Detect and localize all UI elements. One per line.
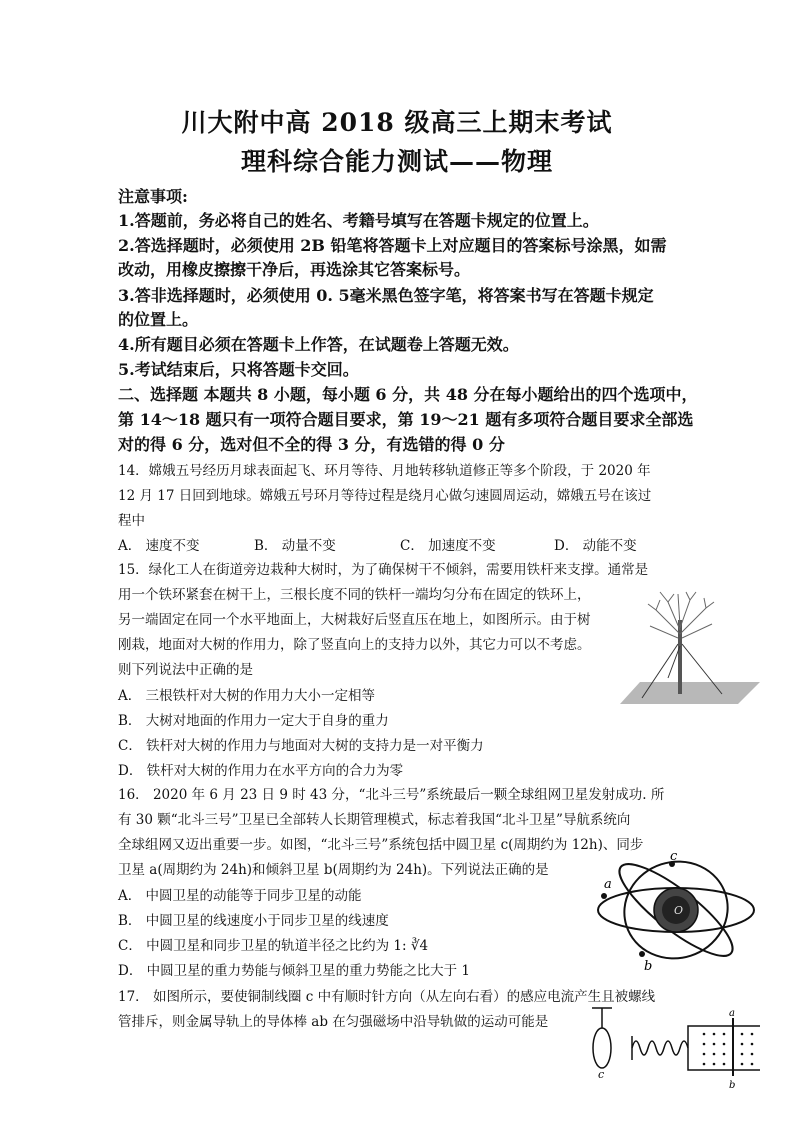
notice-item: 5.考试结束后，只将答题卡交回。 — [118, 360, 359, 379]
magnetic-field-dots — [703, 1033, 754, 1066]
exam-title: 川大附中高 2018 级高三上期末考试 — [181, 108, 613, 137]
notice-item: 4.所有题目必须在答题卡上作答，在试题卷上答题无效。 — [118, 335, 519, 354]
question-15-text: 用一个铁环紧套在树干上，三根长度不同的铁杆一端均匀分布在固定的铁环上， — [118, 587, 591, 603]
label-a: a — [729, 1008, 735, 1019]
notice-heading: 注意事项: — [118, 187, 188, 206]
label-c: c — [670, 850, 678, 864]
satellite-a-dot — [601, 893, 607, 899]
notice-item: 1.答题前，务必将自己的姓名、考籍号填写在答题卡规定的位置上。 — [118, 211, 599, 230]
question-14-text: 12 月 17 日回到地球。嫦娥五号环月等待过程是绕月心做匀速圆周运动，嫦娥五号在该过 — [118, 488, 652, 504]
solenoid — [632, 1036, 688, 1060]
question-16-text: 全球组网又迈出重要一步。如图，“北斗三号”系统包括中圆卫星 c(周期约为 12h)、同步 — [118, 837, 644, 853]
question-15-text: 15．绿化工人在街道旁边栽种大树时，为了确保树干不倾斜，需要用铁杆来支撑。通常是 — [118, 562, 649, 578]
ground-plane — [620, 682, 760, 704]
question-14-text: 程中 — [118, 513, 145, 529]
copper-coil-c — [593, 1028, 611, 1068]
label-o: O — [674, 904, 684, 917]
question-17-text: 管排斥，则金属导轨上的导体棒 ab 在匀强磁场中沿导轨做的运动可能是 — [118, 1014, 549, 1030]
question-16-option-c: C． 中圆卫星和同步卫星的轨道半径之比约为 1: ∛4 — [118, 938, 429, 954]
question-16-text: 16． 2020 年 6 月 23 日 9 时 43 分，“北斗三号”系统最后一颗全球组网卫星发射成功. 所 — [118, 787, 665, 803]
question-16-text: 卫星 a(周期约为 24h)和倾斜卫星 b(周期约为 24h)。下列说法正确的是 — [118, 862, 549, 878]
question-14-text: 14．嫦娥五号经历月球表面起飞、环月等待、月地转移轨道修正等多个阶段，于 2020 年 — [118, 463, 651, 479]
option-b: B． 动量不变 — [254, 538, 336, 554]
question-15-text: 则下列说法中正确的是 — [118, 662, 253, 678]
induction-figure — [584, 1006, 766, 1118]
question-16-text: 有 30 颗“北斗三号”卫星已全部转人长期管理模式，标志着我国“北斗卫星”导航系统向 — [118, 812, 631, 828]
question-15-option-a: A． 三根铁杆对大树的作用力大小一定相等 — [118, 688, 376, 704]
section-instructions: 对的得 6 分，选对但不全的得 3 分，有选错的得 0 分 — [118, 435, 505, 454]
label-a: a — [604, 877, 612, 892]
satellite-b-dot — [639, 951, 645, 957]
question-15-option-d: D． 铁杆对大树的作用力在水平方向的合力为零 — [118, 763, 404, 779]
label-b: b — [729, 1080, 736, 1091]
tree-figure — [620, 590, 760, 710]
question-15-text: 刚栽，地面对大树的作用力，除了竖直向上的支持力以外，其它力可以不考虑。 — [118, 637, 591, 653]
notice-item: 2.答选择题时，必须使用 2B 铅笔将答题卡上对应题目的答案标号涂黑，如需 — [118, 236, 667, 255]
satellite-orbit-figure — [592, 850, 766, 976]
notice-item: 改动，用橡皮擦擦干净后，再选涂其它答案标号。 — [118, 260, 471, 279]
question-15-option-b: B． 大树对地面的作用力一定大于自身的重力 — [118, 713, 389, 729]
exam-subtitle: 理科综合能力测试——物理 — [240, 147, 553, 176]
option-c: C． 加速度不变 — [400, 538, 496, 554]
question-16-option-d: D． 中圆卫星的重力势能与倾斜卫星的重力势能之比大于 1 — [118, 963, 470, 979]
option-a: A． 速度不变 — [118, 538, 200, 554]
section-instructions: 二、选择题 本题共 8 小题，每小题 6 分，共 48 分在每小题给出的四个选项中， — [118, 385, 698, 404]
question-17-text: 17． 如图所示，要使铜制线圈 c 中有顺时针方向（从左向右看）的感应电流产生且被螺线 — [118, 989, 656, 1005]
question-16-option-b: B． 中圆卫星的线速度小于同步卫星的线速度 — [118, 913, 389, 929]
label-c: c — [598, 1068, 605, 1081]
question-16-option-a: A． 中圆卫星的动能等于同步卫星的动能 — [118, 888, 362, 904]
notice-item: 3.答非选择题时，必须使用 0. 5毫米黑色签字笔，将答案书写在答题卡规定 — [118, 286, 654, 305]
section-instructions: 第 14～18 题只有一项符合题目要求，第 19～21 题有多项符合题目要求全部选 — [118, 410, 694, 429]
question-15-option-c: C． 铁杆对大树的作用力与地面对大树的支持力是一对平衡力 — [118, 738, 484, 754]
label-b: b — [644, 959, 653, 974]
notice-item: 的位置上。 — [118, 310, 199, 329]
option-d: D． 动能不变 — [554, 538, 637, 554]
question-15-text: 另一端固定在同一个水平地面上，大树栽好后竖直压在地上，如图所示。由于树 — [118, 612, 591, 628]
